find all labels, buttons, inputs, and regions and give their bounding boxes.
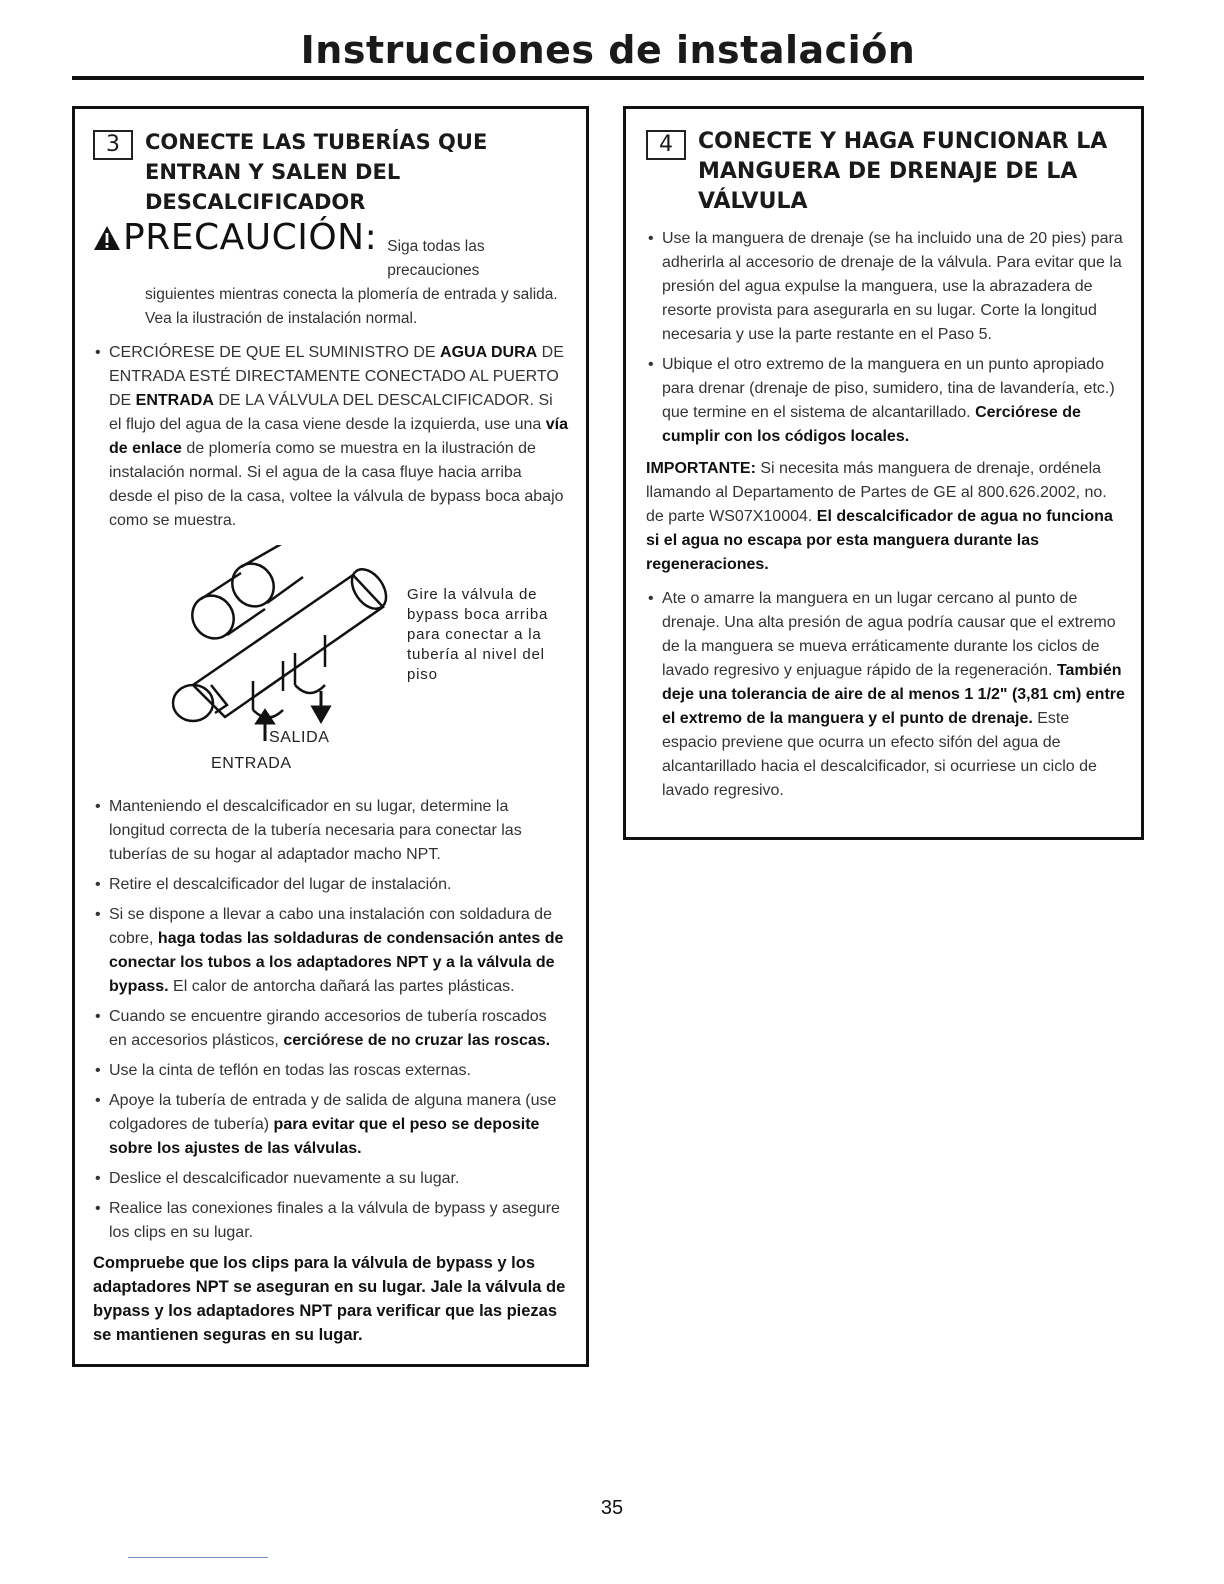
outlet-label: SALIDA <box>269 729 330 746</box>
list-item: • Ubique el otro extremo de la manguera en un punto apropiado para drenar (drenaje de piso, sumidero, tina de lavandería, etc.) que termine en el sistema de alcantarillado. Cerciórese de cumplir con los códigos locales. <box>646 353 1125 449</box>
step-4-bullets-b <box>646 587 1125 803</box>
footer-divider <box>128 1557 268 1558</box>
list-item: • Use la cinta de teflón en todas las roscas externas. <box>93 1059 568 1083</box>
list-item: • Manteniendo el descalcificador en su lugar, determine la longitud correcta de la tubería necesaria para conectar las tuberías de su hogar al adaptador macho NPT. <box>93 795 568 867</box>
step-4-box <box>623 106 1144 840</box>
step-3-bullets-b <box>93 795 568 1245</box>
list-item: • Cuando se encuentre girando accesorios de tubería roscados en accesorios plásticos, cerciórese de no cruzar las roscas. <box>93 1005 568 1053</box>
step-3-heading <box>93 127 568 217</box>
warning-triangle-icon <box>93 225 121 251</box>
list-item: • Si se dispone a llevar a cabo una instalación con soldadura de cobre, haga todas las soldaduras de condensación antes de conectar los tubos a los adaptadores NPT y a la válvula de bypass. El calor de antorcha dañará las partes plásticas. <box>93 903 568 999</box>
bypass-valve-illustration <box>153 545 393 745</box>
page-number: 35 <box>600 1497 624 1519</box>
list-item: • Ate o amarre la manguera en un lugar cercano al punto de drenaje. Una alta presión de agua podría causar que el extremo de la manguera se mueva erráticamente durante los ciclos de lavado regresivo y enjuague rápido de la regeneración. También deje una tolerancia de aire de al menos 1 1/2" (3,81 cm) entre el extremo de la manguera y el punto de drenaje. Este espacio previene que ocurra un efecto sifón del agua de alcantarillado hacia el descalcificador, si ocurriese un ciclo de lavado regresivo. <box>646 587 1125 803</box>
important-note: IMPORTANTE: Si necesita más manguera de drenaje, ordénela llamando al Departamento de Partes de GE al 800.626.2002, no. de parte WS07X10004. El descalcificador de agua no funciona si el agua no escapa por esta manguera durante las regeneraciones. <box>646 460 1113 573</box>
step-3-number: 3 <box>93 130 133 160</box>
list-item: • Deslice el descalcificador nuevamente a su lugar. <box>93 1167 568 1191</box>
list-item: • Use la manguera de drenaje (se ha incluido una de 20 pies) para adherirla al accesorio de drenaje de la válvula. Para evitar que la presión del agua expulse la manguera, use la abrazadera de resorte provista para asegurarla en su lugar. Corte la longitud necesaria y use la parte restante en el Paso 5. <box>646 227 1125 347</box>
step-4-number: 4 <box>646 130 686 160</box>
caution-heading <box>93 217 378 258</box>
list-item: • CERCIÓRESE DE QUE EL SUMINISTRO DE AGUA DURA DE ENTRADA ESTÉ DIRECTAMENTE CONECTADO AL PUERTO DE ENTRADA DE LA VÁLVULA DEL DESCALCIFICADOR. Si el flujo del agua de la casa viene desde la izquierda, use una vía de enlace de plomería como se muestra en la ilustración de instalación normal. Si el agua de la casa fluye hacia arriba desde el piso de la casa, voltee la válvula de bypass boca abajo como se muestra. <box>93 341 568 533</box>
step-3-title: CONECTE LAS TUBERÍAS QUE ENTRAN Y SALEN DEL DESCALCIFICADOR <box>145 130 488 214</box>
step-4-title: CONECTE Y HAGA FUNCIONAR LA MANGUERA DE DRENAJE DE LA VÁLVULA <box>698 129 1108 214</box>
step-3-bullets-a <box>93 341 568 533</box>
caution-text-1: Siga todas las precauciones <box>387 238 485 279</box>
figure-note: Gire la válvula de bypass boca arriba para conectar a la tubería al nivel del piso <box>407 586 549 683</box>
step-3-closing: Compruebe que los clips para la válvula de bypass y los adaptadores NPT se aseguran en su lugar. Jale la válvula de bypass y los adaptadores NPT para verificar que las piezas se mantienen seguras en su lugar. <box>93 1254 566 1344</box>
title-divider <box>72 76 1144 80</box>
step-4-heading <box>646 127 1125 217</box>
bypass-valve-figure <box>93 545 568 785</box>
caution-block <box>93 217 568 331</box>
page-title: Instrucciones de instalación <box>300 28 916 72</box>
caution-text-2: siguientes mientras conecta la plomería de entrada y salida. Vea la ilustración de instalación normal. <box>145 286 558 327</box>
list-item: • Realice las conexiones finales a la válvula de bypass y asegure los clips en su lugar. <box>93 1197 568 1245</box>
inlet-label: ENTRADA <box>211 755 292 772</box>
step-4-bullets-a <box>646 227 1125 449</box>
list-item: • Apoye la tubería de entrada y de salida de alguna manera (use colgadores de tubería) para evitar que el peso se deposite sobre los ajustes de las válvulas. <box>93 1089 568 1161</box>
list-item: • Retire el descalcificador del lugar de instalación. <box>93 873 568 897</box>
caution-word: PRECAUCIÓN: <box>123 217 378 258</box>
step-3-box <box>72 106 589 1367</box>
